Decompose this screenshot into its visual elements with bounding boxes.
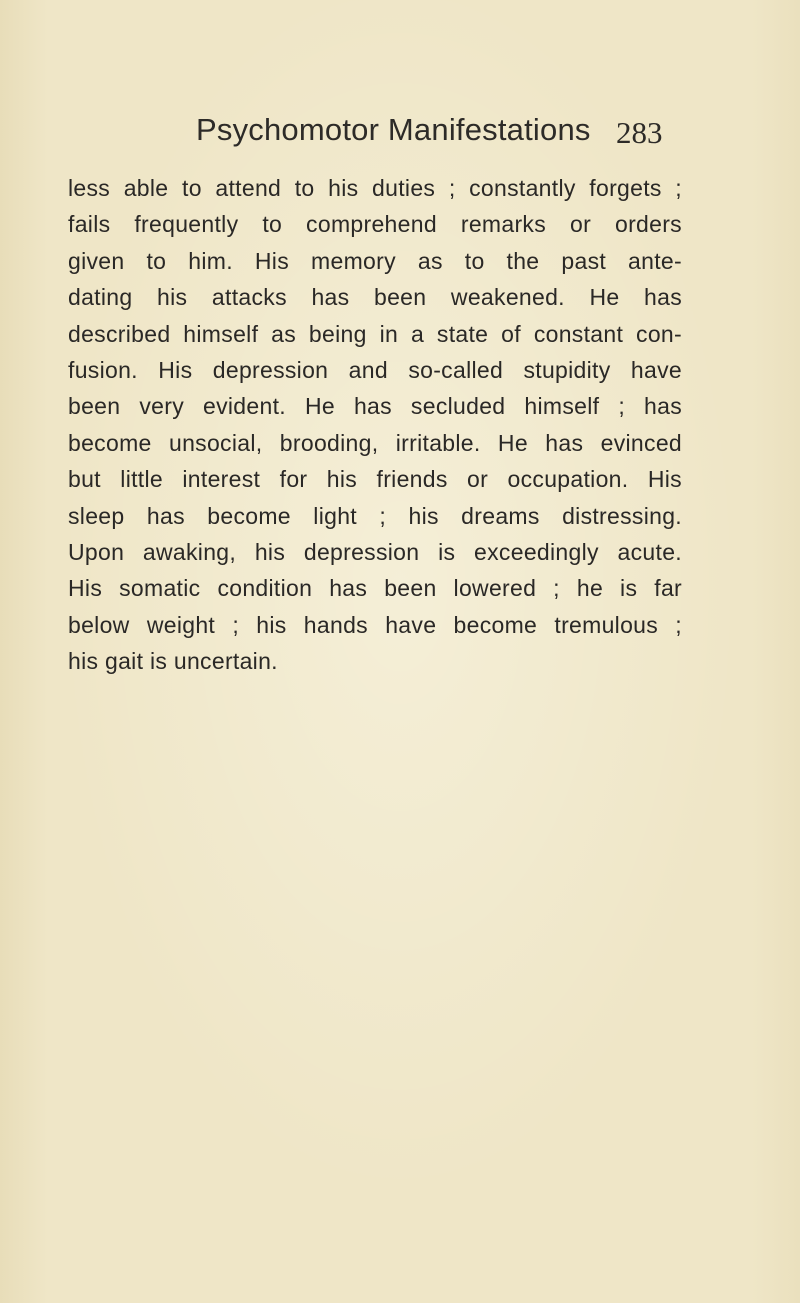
text-line: His somatic condition has been lowered ; he is far xyxy=(68,575,682,602)
text-line: been very evident. He has secluded himself ; has xyxy=(68,393,682,420)
running-head xyxy=(196,112,663,156)
text-line: dating his attacks has been weakened. He has xyxy=(68,284,682,311)
page-number: 283 xyxy=(616,115,663,150)
text-line: sleep has become light ; his dreams distressing. xyxy=(68,502,682,529)
text-line: his gait is uncertain. xyxy=(68,648,278,675)
text-line: but little interest for his friends or occupation. His xyxy=(68,466,682,493)
text-line: less able to attend to his duties ; constantly forgets ; xyxy=(68,175,682,201)
text-line: below weight ; his hands have become tremulous ; xyxy=(68,611,682,638)
running-title: Psychomotor Manifestations xyxy=(196,112,591,147)
body-paragraph xyxy=(68,170,682,679)
text-line: Upon awaking, his depression is exceedingly acute. xyxy=(68,538,682,565)
text-line: fusion. His depression and so-called stupidity have xyxy=(68,356,682,383)
text-line: fails frequently to comprehend remarks or orders xyxy=(68,211,682,238)
text-line: given to him. His memory as to the past ante- xyxy=(68,247,682,274)
text-line: become unsocial, brooding, irritable. He has evinced xyxy=(68,429,682,456)
text-line: described himself as being in a state of constant con- xyxy=(68,320,682,347)
